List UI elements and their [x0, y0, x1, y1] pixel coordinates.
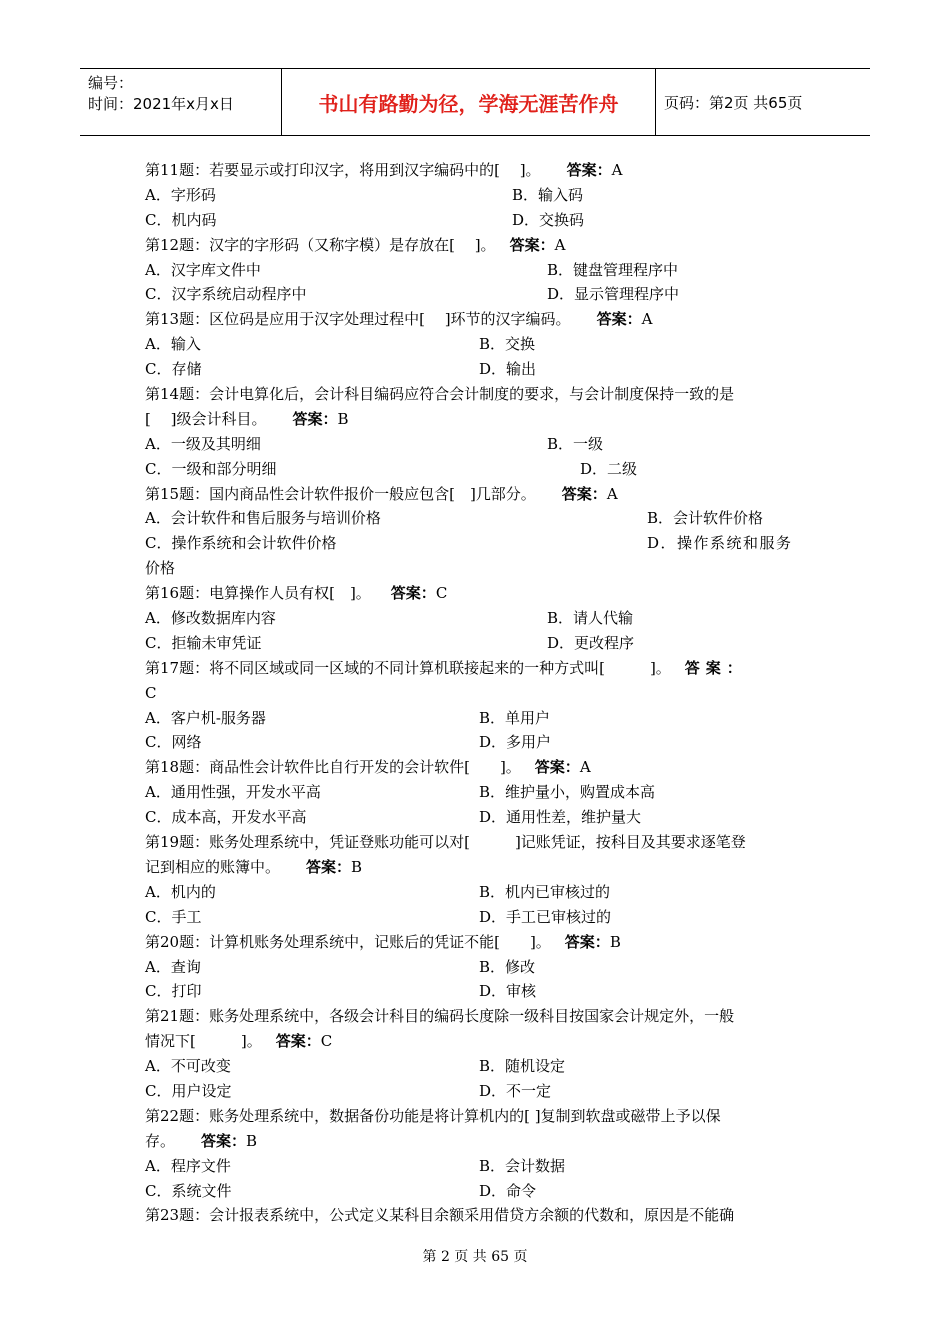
question-17-options-row-2 — [145, 730, 807, 755]
question-18-options-row-2 — [145, 805, 807, 830]
option-a: A．汉字库文件中 — [145, 260, 261, 279]
answer-value: A — [606, 484, 618, 503]
question-17-options-row-1 — [145, 706, 807, 731]
question-18-stem: 第18题：商品性会计软件比自行开发的会计软件[ ]。 答案：A — [145, 758, 591, 777]
answer-label: 答案： — [684, 658, 748, 677]
page-header — [80, 68, 870, 136]
option-d: D．操作系统和服务 — [647, 534, 793, 553]
option-c: C．网络 — [145, 733, 202, 752]
option-b: B．会计数据 — [479, 1156, 566, 1175]
option-d: D．多用户 — [479, 733, 552, 752]
question-15-stem: 第15题：国内商品性会计软件报价一般应包含[ ]几部分。 答案：A — [145, 484, 618, 503]
option-d: D．审核 — [479, 982, 537, 1001]
option-d: D．通用性差，维护量大 — [479, 808, 642, 827]
serial-label: 编号： — [88, 74, 134, 92]
answer-label: 答案： — [275, 1032, 321, 1051]
question-23-stem: 第23题：会计报表系统中，公式定义某科目余额采用借贷方余额的代数和，原因是不能确 — [145, 1206, 735, 1225]
option-a: A．字形码 — [145, 185, 216, 204]
option-c: C．汉字系统启动程序中 — [145, 285, 307, 304]
question-12-options-row-2 — [145, 282, 807, 307]
question-21-options-row-2 — [145, 1079, 807, 1104]
option-a: A．机内的 — [145, 882, 216, 901]
option-b: B．修改 — [479, 957, 536, 976]
option-c: C．系统文件 — [145, 1181, 232, 1200]
question-17-stem: 第17题：将不同区域或同一区域的不同计算机联接起来的一种方式叫[ ]。 答案： — [145, 658, 748, 677]
question-11-options-row-2 — [145, 208, 807, 233]
page-info: 页码：第2页 共65页 — [664, 93, 803, 112]
option-b: B．会计软件价格 — [647, 509, 764, 528]
question-22-options-row-2 — [145, 1179, 807, 1204]
option-d: D．手工已审核过的 — [479, 907, 612, 926]
answer-value: C — [435, 584, 448, 603]
option-a: A．修改数据库内容 — [145, 609, 276, 628]
question-18-options-row-1 — [145, 780, 807, 805]
page-footer: 第 2 页 共 65 页 — [422, 1249, 528, 1265]
header-meta — [80, 69, 282, 135]
question-19-options-row-1 — [145, 880, 807, 905]
question-20-stem: 第20题：计算机账务处理系统中，记账后的凭证不能[ ]。 答案：B — [145, 932, 621, 951]
question-15-option-d-continued: 价格 — [145, 559, 176, 578]
option-d: D．输出 — [479, 360, 537, 379]
option-d: D．更改程序 — [547, 633, 635, 652]
question-20-options-row-2 — [145, 979, 807, 1004]
option-b: B．一级 — [547, 434, 604, 453]
option-a: A．程序文件 — [145, 1156, 231, 1175]
question-12-stem: 第12题：汉字的字形码（又称字模）是存放在[ ]。 答案：A — [145, 235, 566, 254]
question-15-options-row-2 — [145, 531, 807, 556]
answer-value: A — [611, 161, 623, 179]
option-a: A．客户机-服务器 — [145, 708, 266, 727]
answer-value: B — [609, 932, 621, 951]
option-a: A．一级及其明细 — [145, 434, 261, 453]
option-a: A．会计软件和售后服务与培训价格 — [145, 509, 381, 528]
question-11-stem: 第11题：若要显示或打印汉字，将用到汉字编码中的[ ]。 答案：A — [145, 161, 623, 179]
question-11-options-row-1 — [145, 183, 807, 208]
question-20-options-row-1 — [145, 955, 807, 980]
question-21-options-row-1 — [145, 1054, 807, 1079]
option-a: A．输入 — [145, 335, 201, 354]
question-21-stem: 第21题：账务处理系统中，各级会计科目的编码长度除一级科目按国家会计规定外，一般 — [145, 1007, 735, 1026]
question-14-stem: 第14题：会计电算化后，会计科目编码应符合会计制度的要求，与会计制度保持一致的是 — [145, 385, 735, 404]
answer-label: 答案： — [292, 409, 338, 428]
question-14-options-row-2 — [145, 457, 807, 482]
answer-label: 答案： — [534, 758, 580, 777]
question-16-stem: 第16题：电算操作人员有权[ ]。 答案：C — [145, 584, 448, 603]
option-c: C．用户设定 — [145, 1081, 232, 1100]
question-22-stem: 第22题：账务处理系统中，数据备份功能是将计算机内的[ ]复制到软盘或磁带上予以保 — [145, 1106, 721, 1125]
question-13-options-row-2 — [145, 357, 807, 382]
option-b: B．单用户 — [479, 708, 551, 727]
question-19-stem-continued: 记到相应的账簿中。 答案：B — [145, 857, 363, 876]
motto: 书山有路勤为径，学海无涯苦作舟 — [282, 69, 656, 135]
option-d: D．显示管理程序中 — [547, 285, 680, 304]
option-d: D．交换码 — [512, 210, 585, 229]
answer-value: B — [246, 1131, 258, 1150]
answer-label: 答案： — [561, 484, 607, 503]
answer-value: B — [337, 409, 349, 428]
question-15-options-row-1 — [145, 506, 807, 531]
option-c: C．拒输未审凭证 — [145, 633, 262, 652]
question-14-options-row-1 — [145, 432, 807, 457]
answer-label: 答案： — [509, 235, 555, 254]
option-d: D．二级 — [580, 459, 638, 478]
option-c: C．存储 — [145, 360, 202, 379]
answer-value: B — [351, 857, 363, 876]
option-c: C．一级和部分明细 — [145, 459, 277, 478]
question-16-options-row-1 — [145, 606, 807, 631]
answer-label: 答案： — [566, 161, 612, 179]
option-b: B．机内已审核过的 — [479, 882, 611, 901]
answer-label: 答案： — [390, 584, 436, 603]
question-16-options-row-2 — [145, 631, 807, 656]
option-c: C．打印 — [145, 982, 202, 1001]
option-c: C．成本高，开发水平高 — [145, 808, 307, 827]
option-c: C．手工 — [145, 907, 202, 926]
question-14-stem-continued: [ ]级会计科目。 答案：B — [145, 409, 349, 428]
option-d: D．命令 — [479, 1181, 537, 1200]
option-a: A．不可改变 — [145, 1057, 231, 1076]
question-13-options-row-1 — [145, 332, 807, 357]
answer-value: A — [554, 235, 566, 254]
date-text: 时间：2021年x月x日 — [88, 95, 234, 113]
option-d: D．不一定 — [479, 1081, 552, 1100]
option-b: B．随机设定 — [479, 1057, 566, 1076]
question-22-options-row-1 — [145, 1154, 807, 1179]
answer-value: C — [320, 1032, 333, 1051]
option-b: B．输入码 — [512, 185, 584, 204]
answer-label: 答案： — [596, 310, 642, 329]
question-list — [145, 158, 807, 1228]
question-19-stem: 第19题：账务处理系统中，凭证登账功能可以对[ ]记账凭证，按科目及其要求逐笔登 — [145, 833, 746, 852]
question-22-stem-continued: 存。 答案：B — [145, 1131, 258, 1150]
answer-value: A — [641, 310, 653, 329]
answer-value: A — [579, 758, 591, 777]
question-21-stem-continued: 情况下[ ]。 答案：C — [145, 1032, 333, 1051]
option-c: C．操作系统和会计软件价格 — [145, 534, 337, 553]
option-b: B．请人代输 — [547, 609, 634, 628]
option-a: A．通用性强，开发水平高 — [145, 783, 321, 802]
question-17-answer-line — [145, 681, 807, 706]
option-c: C．机内码 — [145, 210, 217, 229]
answer-label: 答案： — [306, 857, 352, 876]
answer-label: 答案： — [564, 932, 610, 951]
question-13-stem: 第13题：区位码是应用于汉字处理过程中[ ]环节的汉字编码。 答案：A — [145, 310, 653, 329]
option-b: B．维护量小，购置成本高 — [479, 783, 656, 802]
option-b: B．交换 — [479, 335, 536, 354]
answer-label: 答案： — [201, 1131, 247, 1150]
option-a: A．查询 — [145, 957, 201, 976]
option-b: B．键盘管理程序中 — [547, 260, 679, 279]
question-12-options-row-1 — [145, 258, 807, 283]
answer-value: C — [145, 683, 157, 702]
question-19-options-row-2 — [145, 905, 807, 930]
